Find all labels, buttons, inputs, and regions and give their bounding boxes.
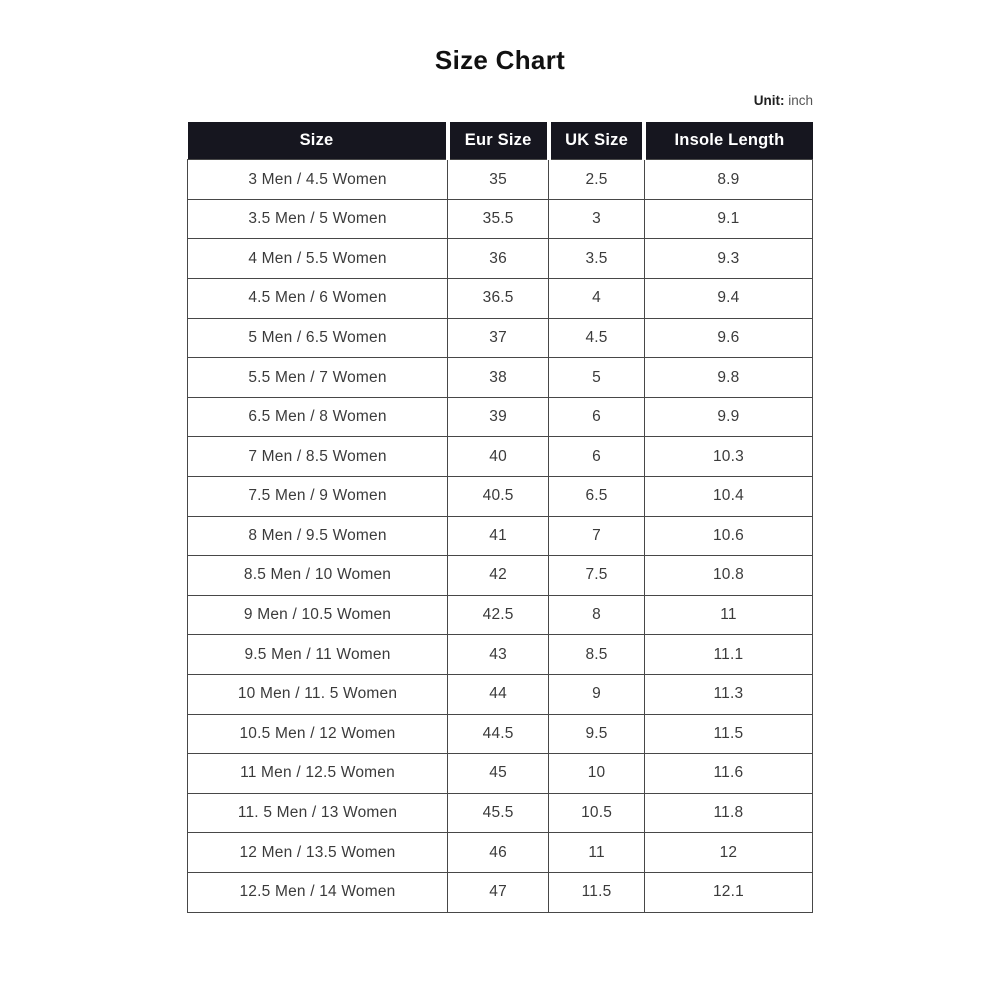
- column-header-uk-size: UK Size: [549, 122, 645, 160]
- table-cell: 9: [549, 674, 645, 714]
- table-cell: 6: [549, 437, 645, 477]
- table-cell: 11.6: [644, 754, 812, 794]
- table-cell: 9.1: [644, 199, 812, 239]
- size-chart-table: [187, 122, 813, 913]
- table-row: [188, 754, 813, 794]
- table-cell: 41: [448, 516, 549, 556]
- table-row: [188, 674, 813, 714]
- table-cell: 39: [448, 397, 549, 437]
- table-cell: 9.3: [644, 239, 812, 279]
- table-cell: 8 Men / 9.5 Women: [188, 516, 448, 556]
- table-cell: 10.5: [549, 793, 645, 833]
- table-row: [188, 595, 813, 635]
- table-cell: 12.1: [644, 872, 812, 912]
- table-cell: 4 Men / 5.5 Women: [188, 239, 448, 279]
- table-cell: 10.8: [644, 556, 812, 596]
- table-cell: 40.5: [448, 476, 549, 516]
- table-cell: 9.5 Men / 11 Women: [188, 635, 448, 675]
- table-cell: 8.5: [549, 635, 645, 675]
- table-cell: 44: [448, 674, 549, 714]
- column-header-insole-length: Insole Length: [644, 122, 812, 160]
- table-cell: 9.5: [549, 714, 645, 754]
- table-cell: 10.4: [644, 476, 812, 516]
- table-cell: 42: [448, 556, 549, 596]
- table-cell: 37: [448, 318, 549, 358]
- table-cell: 11: [549, 833, 645, 873]
- table-cell: 43: [448, 635, 549, 675]
- table-cell: 8.9: [644, 160, 812, 200]
- table-cell: 11.8: [644, 793, 812, 833]
- table-cell: 4.5: [549, 318, 645, 358]
- column-header-eur-size: Eur Size: [448, 122, 549, 160]
- table-cell: 12 Men / 13.5 Women: [188, 833, 448, 873]
- table-cell: 11: [644, 595, 812, 635]
- table-cell: 10 Men / 11. 5 Women: [188, 674, 448, 714]
- table-cell: 6: [549, 397, 645, 437]
- table-row: [188, 556, 813, 596]
- table-cell: 44.5: [448, 714, 549, 754]
- table-row: [188, 239, 813, 279]
- table-cell: 3.5: [549, 239, 645, 279]
- table-cell: 11.5: [549, 872, 645, 912]
- table-cell: 7 Men / 8.5 Women: [188, 437, 448, 477]
- table-cell: 9 Men / 10.5 Women: [188, 595, 448, 635]
- unit-note: [187, 94, 813, 109]
- table-cell: 3.5 Men / 5 Women: [188, 199, 448, 239]
- table-cell: 7: [549, 516, 645, 556]
- table-cell: 4: [549, 279, 645, 319]
- table-cell: 45: [448, 754, 549, 794]
- table-row: [188, 793, 813, 833]
- table-cell: 11. 5 Men / 13 Women: [188, 793, 448, 833]
- table-cell: 40: [448, 437, 549, 477]
- unit-value: inch: [788, 92, 813, 108]
- table-cell: 11.3: [644, 674, 812, 714]
- table-cell: 47: [448, 872, 549, 912]
- table-header-row: [188, 122, 813, 160]
- table-cell: 10.5 Men / 12 Women: [188, 714, 448, 754]
- unit-label: Unit:: [753, 92, 785, 108]
- table-cell: 10: [549, 754, 645, 794]
- table-cell: 10.6: [644, 516, 812, 556]
- table-row: [188, 635, 813, 675]
- table-cell: 9.9: [644, 397, 812, 437]
- table-row: [188, 358, 813, 398]
- table-cell: 45.5: [448, 793, 549, 833]
- table-row: [188, 199, 813, 239]
- table-row: [188, 872, 813, 912]
- table-cell: 35.5: [448, 199, 549, 239]
- table-cell: 3 Men / 4.5 Women: [188, 160, 448, 200]
- table-cell: 12.5 Men / 14 Women: [188, 872, 448, 912]
- table-row: [188, 318, 813, 358]
- table-row: [188, 160, 813, 200]
- table-body: [188, 160, 813, 912]
- size-chart-page: [187, 0, 813, 913]
- table-cell: 11.5: [644, 714, 812, 754]
- table-cell: 12: [644, 833, 812, 873]
- table-cell: 3: [549, 199, 645, 239]
- table-row: [188, 833, 813, 873]
- table-cell: 5.5 Men / 7 Women: [188, 358, 448, 398]
- table-cell: 7.5 Men / 9 Women: [188, 476, 448, 516]
- table-cell: 36.5: [448, 279, 549, 319]
- table-cell: 9.4: [644, 279, 812, 319]
- table-cell: 6.5 Men / 8 Women: [188, 397, 448, 437]
- table-cell: 8: [549, 595, 645, 635]
- table-row: [188, 279, 813, 319]
- table-cell: 6.5: [549, 476, 645, 516]
- table-cell: 2.5: [549, 160, 645, 200]
- table-row: [188, 437, 813, 477]
- table-cell: 42.5: [448, 595, 549, 635]
- page-title: Size Chart: [434, 45, 566, 75]
- table-cell: 9.6: [644, 318, 812, 358]
- table-header: [188, 122, 813, 160]
- table-cell: 9.8: [644, 358, 812, 398]
- table-cell: 5: [549, 358, 645, 398]
- table-cell: 38: [448, 358, 549, 398]
- table-row: [188, 397, 813, 437]
- table-cell: 8.5 Men / 10 Women: [188, 556, 448, 596]
- column-header-size: Size: [188, 122, 448, 160]
- table-cell: 11.1: [644, 635, 812, 675]
- table-cell: 4.5 Men / 6 Women: [188, 279, 448, 319]
- table-cell: 36: [448, 239, 549, 279]
- table-row: [188, 476, 813, 516]
- table-row: [188, 714, 813, 754]
- table-cell: 46: [448, 833, 549, 873]
- table-cell: 10.3: [644, 437, 812, 477]
- table-cell: 11 Men / 12.5 Women: [188, 754, 448, 794]
- table-cell: 5 Men / 6.5 Women: [188, 318, 448, 358]
- table-row: [188, 516, 813, 556]
- table-cell: 35: [448, 160, 549, 200]
- table-cell: 7.5: [549, 556, 645, 596]
